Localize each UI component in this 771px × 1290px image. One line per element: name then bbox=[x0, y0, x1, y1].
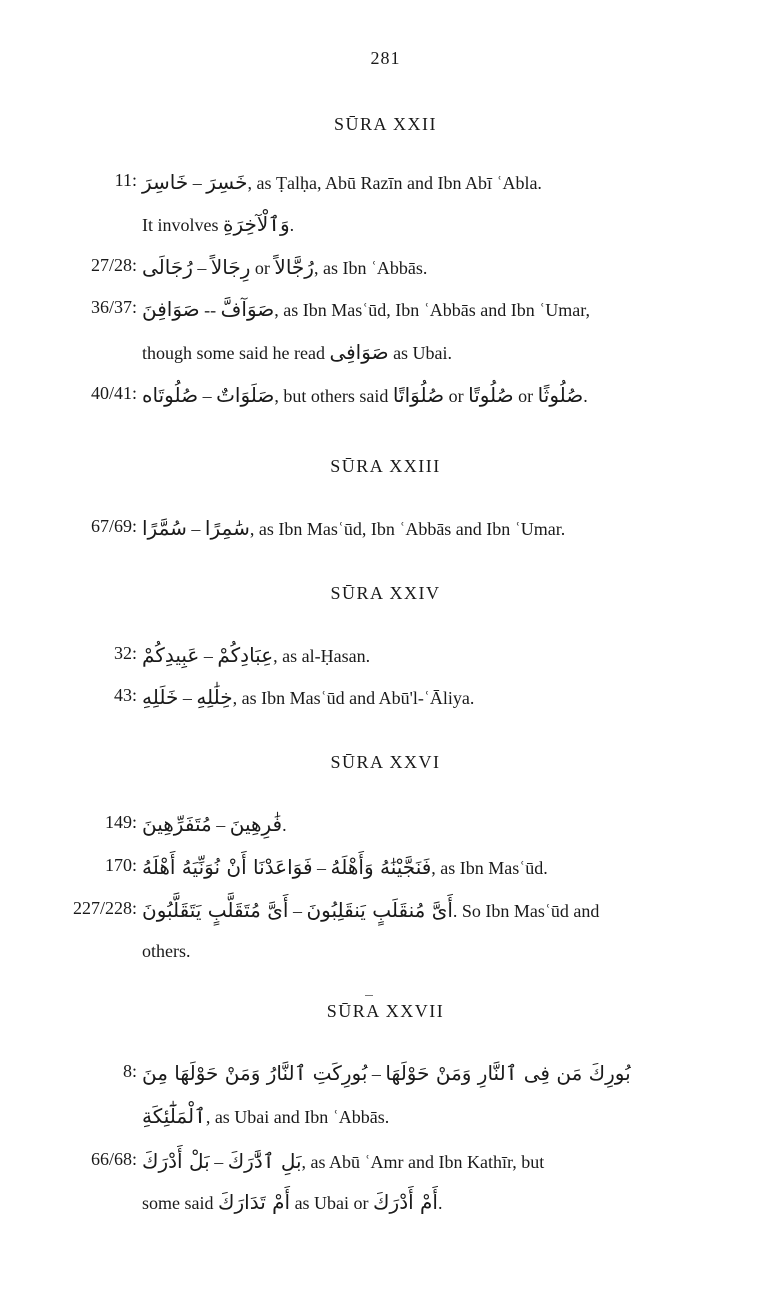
entry-continuation: others. bbox=[142, 941, 191, 961]
verse-ref: 40/41: bbox=[90, 383, 137, 403]
arabic-reading: بَلِ ٱدَّٰرَكَ bbox=[227, 1149, 302, 1173]
verse-ref: 8: bbox=[122, 1061, 137, 1081]
entry-text: صَوَآفَّ -- صَوَافِنَ , as Ibn Masʿūd, Ibn ʿAbbās and Ibn ʿUmar, bbox=[142, 297, 590, 321]
arabic-variant: بُورِكَتِ ٱلنَّارُ وَمَنْ حَوْلَهَا مِنَ bbox=[142, 1061, 368, 1085]
arabic-variant: سُمَّرًا bbox=[142, 516, 187, 540]
entry-continuation: some said أَمْ تَدَارَكَ as Ubai or أَمْ أَدْرَكَ. bbox=[142, 1190, 443, 1214]
arabic-variant: خَلَلِهِ bbox=[142, 685, 179, 709]
verse-ref: 36/37: bbox=[90, 297, 137, 317]
arabic-reading: خَسِرَ bbox=[206, 170, 248, 194]
arabic-reading: رِجَالاً bbox=[210, 255, 251, 279]
arabic-variant: عَبِيدِكُمْ bbox=[142, 643, 200, 667]
verse-ref: 32: bbox=[113, 643, 137, 663]
verse-ref: 66/68: bbox=[90, 1149, 137, 1169]
page-number: 281 bbox=[370, 48, 401, 68]
arabic-reading: أَىَّ مُنقَلَبٍ يَنقَلِبُونَ bbox=[306, 898, 453, 922]
entry-text: فَٰرِهِينَ – مُتَفَرِّهِينَ . bbox=[142, 812, 287, 836]
arabic-reading: صَوَآفَّ bbox=[220, 297, 275, 321]
entry-continuation: though some said he read صَوَافِى as Ubai. bbox=[142, 340, 453, 364]
entry-text: رِجَالاً – رُجَالَى or رُجَّالاً, as Ibn ʿAbbās. bbox=[142, 255, 428, 279]
sura-heading: SŪRA XXIV bbox=[330, 583, 441, 603]
arabic-variant: خَاسِرَ bbox=[142, 170, 189, 194]
sura-heading: SŪRA XXVII bbox=[326, 1001, 445, 1021]
arabic-word: ٱلْمَلَٰٓئِكَةِ bbox=[142, 1104, 206, 1128]
arabic-variant: رُجَالَى bbox=[142, 255, 193, 279]
entry-text: خَسِرَ – خَاسِرَ , as Ṭalḥa, Abū Razīn and Ibn Abī ʿAbla. bbox=[142, 170, 542, 194]
arabic-variant: بَلْ أَدْرَكَ bbox=[142, 1149, 210, 1173]
entry-continuation: ٱلْمَلَٰٓئِكَةِ, as Ubai and Ibn ʿAbbās. bbox=[142, 1104, 390, 1128]
entry-text: بَلِ ٱدَّٰرَكَ – بَلْ أَدْرَكَ , as Abū ʿAmr and Ibn Kathīr, but bbox=[142, 1149, 545, 1173]
arabic-word: أَمْ تَدَارَكَ bbox=[218, 1190, 291, 1214]
entry-continuation: It involves وَٱلْآخِرَةِ. bbox=[142, 212, 295, 236]
verse-ref: 170: bbox=[104, 855, 137, 875]
verse-ref: 227/228: bbox=[72, 898, 137, 918]
arabic-reading: بُورِكَ مَن فِى ٱلنَّارِ وَمَنْ حَوْلَهَا bbox=[385, 1061, 631, 1085]
arabic-reading: صَلَوَاتٌ bbox=[216, 383, 275, 407]
entry-text: أَىَّ مُنقَلَبٍ يَنقَلِبُونَ – أَىَّ مُتَقَلَّبٍ يَتَقَلَّبُونَ . So Ibn Masʿūd and bbox=[142, 898, 600, 922]
arabic-variant: أَىَّ مُتَقَلَّبٍ يَتَقَلَّبُونَ bbox=[142, 898, 289, 922]
verse-ref: 43: bbox=[113, 685, 137, 705]
arabic-variant: فَوَاعَدْنَا أَنْ نُوَنِّيَهُ أَهْلَهُ bbox=[142, 855, 313, 879]
arabic-reading: خِلَٰلِهِ bbox=[196, 685, 233, 709]
arabic-variant: صُلُوثًا bbox=[537, 383, 584, 407]
arabic-word: وَٱلْآخِرَةِ bbox=[223, 212, 290, 236]
arabic-variant: صُلُوتَاه bbox=[142, 383, 199, 407]
sura-heading: SŪRA XXIII bbox=[330, 456, 441, 476]
sura-heading: SŪRA XXII bbox=[333, 114, 437, 134]
arabic-reading: فَنَجَّيْنَٰهُ وَأَهْلَهُ bbox=[330, 855, 432, 879]
arabic-variant: رُجَّالاً bbox=[274, 255, 314, 279]
arabic-variant: صُلُوَاتًا bbox=[392, 383, 445, 407]
entry-text: صَلَوَاتٌ – صُلُوتَاه , but others said صُلُوَاتًا or صُلُوتًا or صُلُوثًا. bbox=[142, 383, 588, 407]
verse-ref: 27/28: bbox=[90, 255, 137, 275]
arabic-reading: سَٰمِرًا bbox=[204, 516, 250, 540]
entry-text: سَٰمِرًا – سُمَّرًا , as Ibn Masʿūd, Ibn ʿAbbās and Ibn ʿUmar. bbox=[142, 516, 566, 540]
entry-text: بُورِكَ مَن فِى ٱلنَّارِ وَمَنْ حَوْلَهَا – بُورِكَتِ ٱلنَّارُ وَمَنْ حَوْلَهَا مِنَ bbox=[142, 1061, 631, 1085]
entry-text: خِلَٰلِهِ – خَلَلِهِ , as Ibn Masʿūd and Abū'l-ʿĀliya. bbox=[142, 685, 475, 709]
arabic-variant: صَوَافِنَ bbox=[142, 297, 200, 321]
sura-heading: SŪRA XXVI bbox=[330, 752, 441, 772]
arabic-reading: فَٰرِهِينَ bbox=[229, 812, 283, 836]
section-divider bbox=[365, 995, 373, 996]
arabic-variant: صُلُوتًا bbox=[468, 383, 514, 407]
verse-ref: 149: bbox=[104, 812, 137, 832]
arabic-reading: عِبَادِكُمْ bbox=[217, 643, 274, 667]
entry-text: فَنَجَّيْنَٰهُ وَأَهْلَهُ – فَوَاعَدْنَا أَنْ نُوَنِّيَهُ أَهْلَهُ , as Ibn Masʿūd. bbox=[142, 855, 548, 879]
arabic-variant: مُتَفَرِّهِينَ bbox=[142, 812, 212, 836]
verse-ref: 11: bbox=[114, 170, 137, 190]
verse-ref: 67/69: bbox=[90, 516, 137, 536]
arabic-word: صَوَافِى bbox=[329, 340, 389, 364]
arabic-word: أَمْ أَدْرَكَ bbox=[373, 1190, 438, 1214]
entry-text: عِبَادِكُمْ – عَبِيدِكُمْ , as al-Ḥasan. bbox=[142, 643, 371, 667]
